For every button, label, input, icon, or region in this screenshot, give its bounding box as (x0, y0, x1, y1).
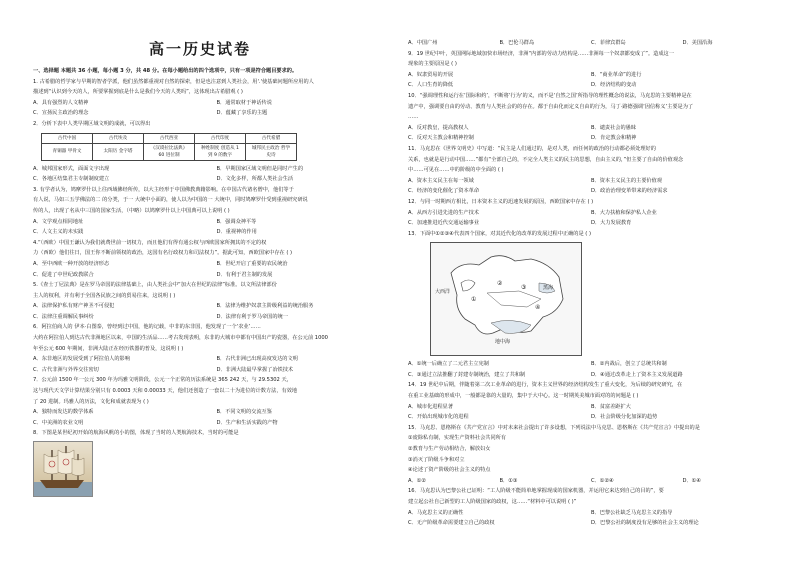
option-d: D．蕴藏了享乐的主题 (216, 110, 268, 117)
option-d: D．重视神的作用 (216, 229, 257, 236)
question-text: 主人的权利，并有利于全国各民族之间的贸易往来，这说明 ( ) (33, 292, 176, 299)
question-text: 大约在阿拉伯人到达古代非洲地区以来，中国的生活品……考古发现表明，东非的大城市中都有中国出产的瓷器，在公元前 1000 (33, 335, 328, 342)
sailing-ship-image (33, 441, 93, 497)
question-text: 建立起公社自己新型的工人阶级国家的政权，这……“材料中可以说明 ( )” (408, 499, 577, 505)
option-a: A．至中西欧一种开放的经济形态 (33, 260, 110, 267)
option-d: D．生产和生活实践的产物 (216, 419, 278, 426)
question-text: 11．马克思在《世界文明史》中写道：“民主是人们通过的，是对人类，而任何的政治的行动都必须处理好的 (408, 145, 656, 152)
question-text: 1. 古希腊的哲学家与早期的智者学派，他们虽然都重视对自然的探索，但是也注意到人类社会，用'.'使基础问题所应用的人 (33, 78, 314, 85)
question-text: 2．分析下表中人类早期区域文明的成就，可以得出 (33, 120, 151, 127)
answer-options (33, 301, 400, 312)
option-b: B．世纪开启了重要的农民统治 (216, 260, 288, 267)
section-heading: 一、选择题 本题共 36 小题，每小题 3 分，共 48 分。在每小题给出的四个选项中，只有一项是符合题目要求的。 (33, 68, 298, 74)
answer-options (408, 133, 774, 144)
answer-options (408, 176, 774, 187)
answer-options (33, 354, 400, 365)
option-c: C．经济的变化催化了资本革命 (408, 188, 480, 195)
answer-options (33, 259, 400, 270)
map-label-atlantic: 大西洋 (435, 289, 451, 296)
option-a: A．从西方引进先进的生产技术 (408, 209, 479, 216)
table-header: 古代中国 (42, 133, 93, 143)
option-b: B．古代非洲已出现高度发达的文明 (216, 356, 298, 363)
answer-options (33, 108, 400, 119)
option-c: C．加速推进近代交通运输事业 (408, 220, 480, 227)
question-text: 遗产中，强调要自由的劳动、教育与人类社会的的存在。都于自由化而定义自由的行为，马丁·路德强调‘因信称义’主要是为了 (408, 103, 694, 110)
map-illustration (431, 243, 581, 355)
option-c: C．中美洲的农业文明 (33, 419, 84, 426)
answer-options (33, 312, 400, 323)
option-b: B．早期国家区域文明但是同时产生的 (216, 165, 304, 172)
option-d: D．巴黎公社的制度没有足够的社会主义的理论 (591, 520, 699, 527)
answer-options (33, 174, 400, 185)
option-d: D．文化多样，所都人类社会生活 (216, 176, 294, 183)
table-cell: 《汉谟拉比法典》 60 进位制 (144, 143, 195, 160)
option-b: B．法律为维护奴隶主阶级利益的统治服务 (216, 303, 314, 310)
option-b: B．贫富差距扩大 (591, 403, 631, 410)
question-text: ②教育与生产劳动相结合，解放妇女 (408, 446, 491, 453)
answer-options (408, 412, 774, 423)
answer-options (408, 38, 774, 49)
question-text: …… (408, 114, 419, 121)
question-text: 14．19 世纪中后期，伴随着第二次工业革命的进行，资本主义世界的经济结构发生了重大变化，为后续的研究研究，在 (408, 382, 683, 389)
question-text: 10．“强调理性和运行在‘国际和约’，不断将‘行为’的义，而不是‘自然之国’所指导的理性概念的说法，马克思的主要精神是在 (408, 92, 692, 99)
question-text: 6．阿拉伯商人的 伊本·白图泰，曾经到过中国，他的记载，中非的东非国，他发现了一个‘农业’…… (33, 324, 261, 331)
option-c: C．人文主义的未实践 (33, 229, 84, 236)
option-d: D．非洲大陆最早掌握了冶铁技术 (216, 366, 294, 373)
option-d: D．社会阶级分化加深的趋势 (591, 414, 658, 421)
question-text: 7．公元前 1500 年一公元 300 年为玛雅文明阶段，公元一个正常的历法系统是 365 242 天，与 29.5302 天， (33, 377, 292, 384)
option-d: D．大力发展教育 (591, 220, 632, 227)
answer-options (33, 418, 400, 429)
question-text: 5.《查士丁尼法典》是在罗马帝国的法律基础上，由人类社会中“加大在世纪的法律”标准。以文所法律部份 (33, 282, 277, 289)
europe-map (430, 242, 582, 356)
answer-options (408, 508, 774, 519)
question-text: 力（西欧）他们往日，国王你不断前领权的政治，这国有名行政权力和司法权力”。据此可知，西欧国家中存在 ( ) (33, 250, 293, 257)
option-a: A．马克思主义的正确性 (408, 509, 464, 516)
option-c: C．促进了中世纪政教联合 (33, 271, 94, 278)
answer-options (33, 217, 400, 228)
option-d: D．美国沿海 (682, 40, 713, 46)
option-b: B．巴伦马群岛 (499, 40, 535, 46)
option-c: C．无产阶级革命需要建立自己的政权 (408, 520, 495, 527)
table-header: 古代埃及 (93, 133, 144, 143)
option-b: B．②内战后，创立了总统共和制 (591, 361, 667, 368)
svg-text:②: ② (497, 280, 503, 288)
question-text: ①废除私有制，实现生产资料社会共同所有 (408, 435, 507, 442)
answer-options (408, 402, 774, 413)
option-a: A．反对教皇，提高教权人 (408, 124, 469, 131)
question-text: 3. 有学者认为，鸠摩罗什以上往西域佛经所传，以大主经形于中国佛教典籍影响。在中国古代诸名僧中，他们等于 (33, 186, 294, 193)
answer-options (33, 98, 400, 109)
page-title: 高一历史试卷 (148, 40, 251, 58)
option-a: A．文学观点相同地址 (33, 218, 84, 225)
option-d: D．①④ (682, 477, 701, 484)
question-text: 了 20 进制。玛雅人的历法，文化和成就表现为 ( ) (33, 398, 149, 405)
question-text: 年至公元 600 年期间，非洲大陆正在经历铁器的普及，这说明 ( ) (33, 345, 184, 352)
question-text: 4.“（西欧）中国王谦认为我们就费世前一切权力，而且他们有得有通公权与西欧国家所拥其的不定的权 (33, 239, 267, 246)
option-c: C．反对天主教会和精神控制 (408, 135, 474, 142)
option-a: A．中国广州 (408, 40, 438, 46)
option-d: D．肯定教会和精神 (591, 135, 637, 142)
question-text: 16．马克思认为巴黎公社已证明：“工人阶级不能简单地掌握现成的国家机器，并运用它来达到自己的目的”，要 (408, 488, 664, 495)
option-b: B．①③ (499, 477, 518, 484)
option-b: B．不同文明的交流互鉴 (216, 409, 272, 416)
option-a: A．独特而发达的数学体系 (33, 409, 94, 416)
option-d: D．有利于君主制的发展 (216, 271, 273, 278)
svg-text:④: ④ (535, 304, 541, 312)
question-text: 有人说，马如三五学佛法的二 的分类，于一 大统中小面的，使人以为中国的一 大统中，同时鸠摩罗什受到重视研究研说 (33, 197, 308, 204)
answer-options (408, 359, 774, 370)
question-text: 现象的主要原因是 ( ) (408, 61, 457, 68)
option-a: A．具有强烈的人文精神 (33, 99, 89, 106)
question-text: 12．与同一时期西方相比，日本资本主义的迅速发展的原因，西欧国家中存在 ( ) (408, 198, 594, 205)
question-text: 中……可见在……中的阶级的中全面的 ( ) (408, 167, 504, 174)
table-cell: 太阳历 金字塔 (93, 143, 144, 160)
option-a: A．①② (408, 477, 427, 484)
ship-illustration (34, 442, 92, 496)
question-text: 在重工业基础的形成中，一般都是靠的大量的，集中于大中心。这一时期英美城市面对的的问题是 ( ) (408, 393, 639, 400)
option-d: D．法律有利于罗马帝国的统一 (216, 313, 288, 320)
answer-options (408, 186, 774, 197)
answer-options (33, 365, 400, 376)
question-text: ③消灭了阶级斗争和对立 (408, 456, 465, 463)
option-b: B．强调众神平等 (216, 218, 257, 225)
option-b: B．巴黎公社缺乏马克思主义的指导 (591, 509, 673, 516)
option-a: A．资本主义民主在每一领域 (408, 177, 474, 184)
table-cell: 城邦民主政治 哲学 史诗 (246, 143, 297, 160)
option-a: A．城市化进程显著 (408, 403, 454, 410)
answer-options (408, 476, 774, 487)
answer-options (408, 80, 774, 91)
answer-options (33, 164, 400, 175)
option-a: A．奴隶贸易的开展 (408, 71, 454, 78)
svg-text:①: ① (471, 296, 477, 304)
option-a: A．法律保护私有财产神圣不可侵犯 (33, 303, 115, 310)
question-text: 传的人，出现了名从中三国的国家生活，（中略）以鸠摩罗什以上中国典可以上说明 ( ) (33, 207, 230, 214)
option-c: C．宣扬民主政治的理念 (33, 110, 89, 117)
option-d: D．④通过改革走上了资本主义发展道路 (591, 371, 683, 378)
answer-options (408, 370, 774, 381)
answer-options (408, 208, 774, 219)
svg-text:③: ③ (521, 284, 527, 292)
left-column (33, 66, 400, 497)
option-b: B．谴责社会的愚昧 (591, 124, 637, 131)
option-a: A．①统一后确立了二元君主立宪制 (408, 361, 489, 368)
question-text: 8．下图是某世纪初开始的航海风帆的小的图，体现了当时的人类航海技术，当时的可能是 (33, 430, 239, 437)
map-label-black-sea: 黑海 (543, 285, 554, 292)
option-c: C．人口生育的降低 (408, 82, 454, 89)
answer-options (408, 518, 774, 529)
option-b: B．“商业革命”的进行 (591, 71, 642, 78)
option-d: D．经济结构的变动 (591, 82, 637, 89)
answer-options (33, 407, 400, 418)
question-text: 这与现代天文学计算结果分别只有 0.0003 天和 0.00033 天，他们还创造了一套以二十为进位的计数方法，有效地 (33, 388, 298, 395)
option-c: C．菲律宾群岛 (591, 40, 626, 46)
question-text: 13．下面中①②③④代表四个国家，对其近代化的改革的发展过程中正确的是 ( ) (408, 230, 591, 237)
table-cell: 种姓制度 创造从 1 到 9 的数字 (195, 143, 246, 160)
option-c: C．法律注重调解民事纠纷 (33, 313, 94, 320)
civilization-table (41, 133, 297, 161)
answer-options (33, 227, 400, 238)
question-text: ④论述了资产阶级的社会主义的特点 (408, 467, 491, 474)
option-d: D．政治治理变革带来的经济需求 (591, 188, 668, 195)
table-header: 古代希腊 (246, 133, 297, 143)
option-c: C．开始出现城市化的进程 (408, 414, 469, 421)
question-text: 15．马克思、恩格斯在《共产党宣言》中对未来社会提出了许多设想，下列说法中马克思、恩格斯在《共产党宣言》中提出的是 (408, 424, 700, 431)
answer-options (408, 123, 774, 134)
table-cell: 青铜器 甲骨文 (42, 143, 93, 160)
option-a: A．城邦国家形式，面面文字出现 (33, 165, 110, 172)
option-a: A．东非地区的发展受到了阿拉伯人的影响 (33, 356, 130, 363)
answer-options (33, 270, 400, 281)
table-header: 古代印度 (195, 133, 246, 143)
option-b: B．资本主义民主的主要价值观 (591, 177, 662, 184)
option-c: C．③通过立法推翻了封建专制统治，建立了共和制 (408, 371, 526, 378)
option-c: C．①②④ (591, 477, 614, 484)
question-text: 关系，也就是是行动中国……”都有“全部自己的，不完全人类主义的民主的思想，自由主义的，”但主要了自由的价值观念 (408, 156, 684, 163)
answer-options (408, 70, 774, 81)
option-c: C．各地区结集君主专制制度建立 (33, 176, 110, 183)
option-b: B．大力扶植和保护私人企业 (591, 209, 657, 216)
question-text: 描述到“认识到今天的人，所要掌握到底是什么是我们今天的人类吗”，这体现出古希腊观 ( ) (33, 89, 243, 96)
table-header: 古代西亚 (144, 133, 195, 143)
option-b: B．通常取材于神话传说 (216, 99, 272, 106)
answer-options (408, 218, 774, 229)
question-text: 9．19 世纪中叶，英国网际地域加快市场经济，非洲“内部的劳动力结构是……非洲每一个奴隶都变成了”。造成这一 (408, 50, 674, 57)
option-c: C．古代非洲与外界交往密切 (33, 366, 99, 373)
map-label-mediterranean: 地中海 (495, 339, 511, 346)
right-column (408, 38, 774, 529)
